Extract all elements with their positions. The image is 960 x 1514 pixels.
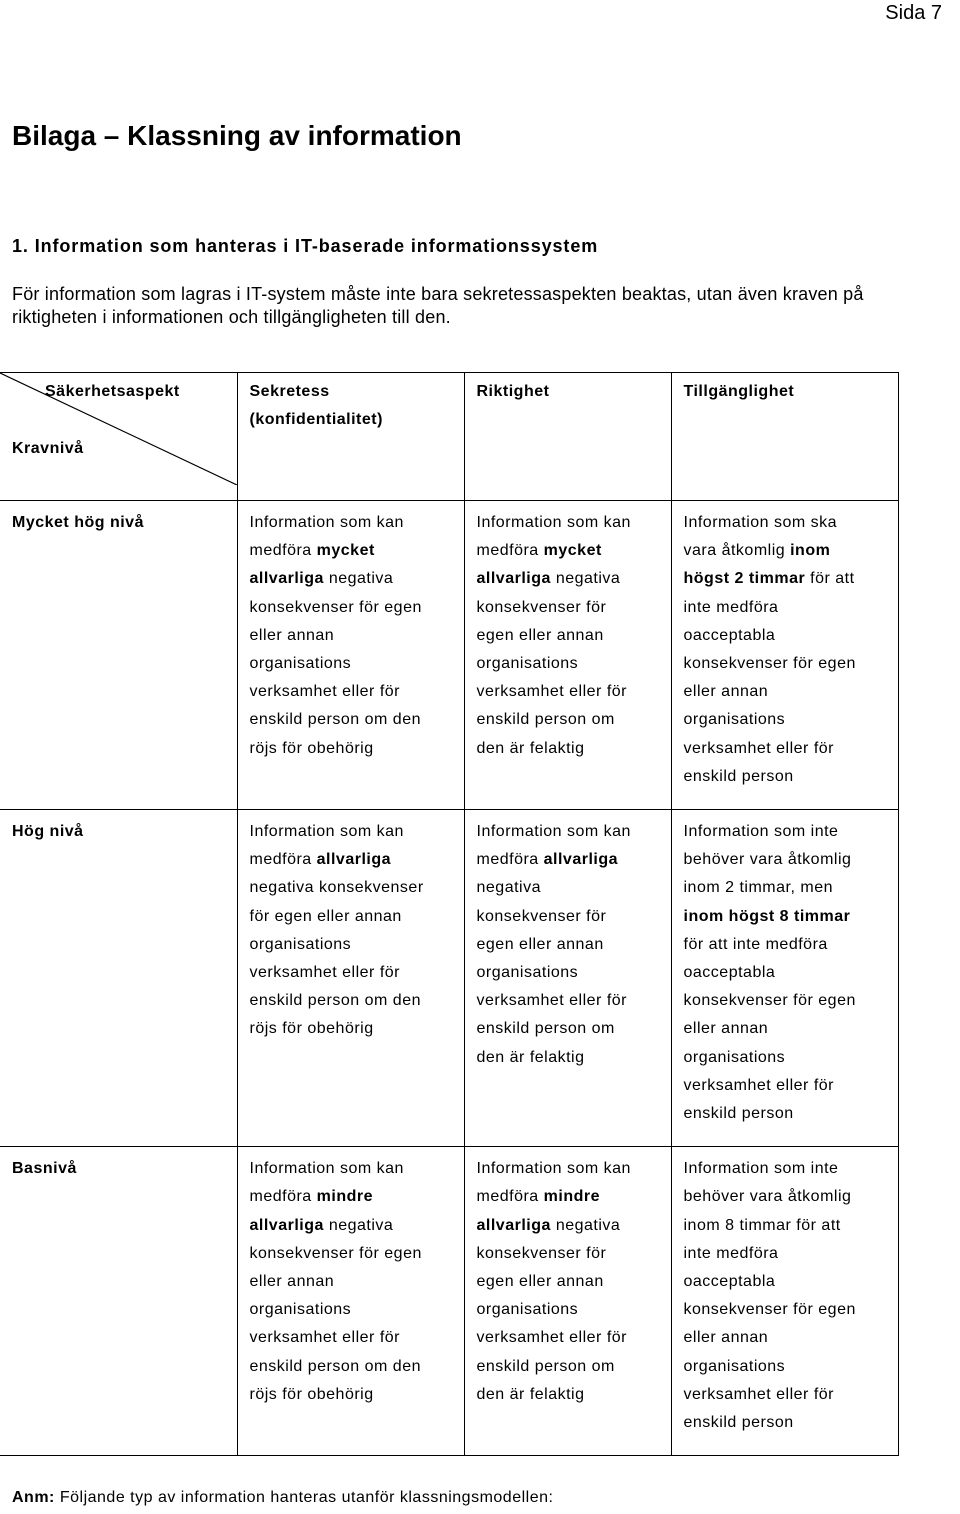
- cell-text-part: Information som kan medföra: [476, 823, 631, 869]
- cell-text: [684, 823, 856, 1122]
- cell-text-part: Information som kan medföra: [249, 823, 404, 869]
- integrity-cell: [464, 1147, 671, 1456]
- emphasis-text: mycket allvarliga: [476, 542, 602, 588]
- footnote: [12, 1489, 553, 1507]
- emphasis-text: mycket allvarliga: [249, 542, 375, 588]
- row-level-cell: [0, 501, 237, 810]
- cell-text: [477, 514, 631, 757]
- integrity-cell: [464, 810, 671, 1147]
- cell-text-part: för att inte medföra oacceptabla konsekvenser för egen eller annan organisations verksamhet eller för enskild person: [683, 935, 856, 1123]
- emphasis-text: mindre allvarliga: [249, 1188, 373, 1234]
- cell-text-part: Information som kan medföra: [476, 1160, 631, 1206]
- cell-text-part: negativa konsekvenser för egen eller annan organisations verksamhet eller för enskild person om den är felaktig: [476, 1216, 627, 1403]
- column-header-confidentiality: [237, 373, 464, 501]
- column-header-availability: [671, 373, 898, 501]
- cell-text-part: negativa konsekvenser för egen eller annan organisations verksamhet eller för enskild person om den är felaktig: [476, 879, 627, 1066]
- column-header-label: Riktighet: [476, 383, 550, 400]
- table-row-very-high: [0, 501, 898, 810]
- cell-text-part: Information som kan medföra: [249, 514, 404, 560]
- cell-text-part: negativa konsekvenser för egen eller annan organisations verksamhet eller för enskild person om den röjs för obehörig: [249, 570, 422, 757]
- corner-cell: [0, 373, 237, 501]
- row-level-label: Mycket hög nivå: [12, 514, 144, 531]
- emphasis-text: inom högst 8 timmar: [683, 907, 851, 925]
- availability-cell: [671, 501, 898, 810]
- cell-text: [684, 514, 856, 785]
- row-level-cell: [0, 1147, 237, 1456]
- emphasis-text: mindre allvarliga: [476, 1188, 600, 1234]
- cell-text-part: Information som inte behöver vara åtkomlig inom 2 timmar, men: [683, 823, 852, 897]
- corner-label-requirement-level: Kravnivå: [12, 440, 84, 457]
- emphasis-text: inom högst 2 timmar: [683, 542, 831, 588]
- integrity-cell: [464, 501, 671, 810]
- table-row-base: [0, 1147, 898, 1456]
- page-number: Sida 7: [885, 2, 942, 24]
- cell-text: [250, 823, 424, 1037]
- column-header-label: Sekretess: [249, 383, 330, 400]
- table-header-row: [0, 373, 898, 501]
- table-row-high: [0, 810, 898, 1147]
- cell-text-part: Information som kan medföra: [249, 1160, 404, 1206]
- footnote-label: Anm:: [12, 1489, 55, 1506]
- section-heading: 1. Information som hanteras i IT-baserade informationssystem: [12, 236, 599, 256]
- availability-cell: [671, 810, 898, 1147]
- row-level-label: Basnivå: [12, 1160, 77, 1178]
- intro-paragraph: För information som lagras i IT-system måste inte bara sekretessaspekten beaktas, utan även kraven på riktigheten i informationen och tillgängligheten till den.: [12, 284, 864, 327]
- cell-text: [250, 1160, 422, 1403]
- cell-text-part: Information som inte behöver vara åtkomlig inom 8 timmar för att inte medföra oacceptabla konsekvenser för egen eller annan organisations verksamhet eller för enskild person: [683, 1160, 856, 1432]
- emphasis-text: allvarliga: [543, 851, 619, 869]
- cell-text-part: Information som ska vara åtkomlig: [683, 514, 838, 560]
- cell-text: [684, 1160, 856, 1431]
- row-level-cell: [0, 810, 237, 1147]
- cell-text-part: negativa konsekvenser för egen eller annan organisations verksamhet eller för enskild person om den röjs för obehörig: [249, 1216, 422, 1403]
- confidentiality-cell: [237, 501, 464, 810]
- row-level-label: Hög nivå: [12, 823, 84, 841]
- column-header-integrity: [464, 373, 671, 501]
- cell-text-part: negativa konsekvenser för egen eller annan organisations verksamhet eller för enskild person om den är felaktig: [476, 570, 627, 757]
- availability-cell: [671, 1147, 898, 1456]
- cell-text-part: Information som kan medföra: [476, 514, 631, 560]
- document-title: Bilaga – Klassning av information: [12, 120, 462, 151]
- column-header-sublabel: (konfidentialitet): [249, 411, 383, 429]
- emphasis-text: allvarliga: [316, 851, 392, 869]
- cell-text-part: för att inte medföra oacceptabla konsekvenser för egen eller annan organisations verksamhet eller för enskild person: [683, 570, 856, 785]
- cell-text: [477, 1160, 631, 1403]
- column-header-label: Tillgänglighet: [683, 383, 795, 400]
- corner-label-security-aspect: Säkerhetsaspekt: [45, 383, 180, 400]
- footnote-text: Följande typ av information hanteras utanför klassningsmodellen:: [59, 1489, 554, 1506]
- classification-table: [0, 372, 899, 1456]
- confidentiality-cell: [237, 1147, 464, 1456]
- cell-text: [477, 823, 631, 1066]
- cell-text-part: negativa konsekvenser för egen eller annan organisations verksamhet eller för enskild person om den röjs för obehörig: [249, 879, 424, 1038]
- confidentiality-cell: [237, 810, 464, 1147]
- cell-text: [250, 514, 422, 757]
